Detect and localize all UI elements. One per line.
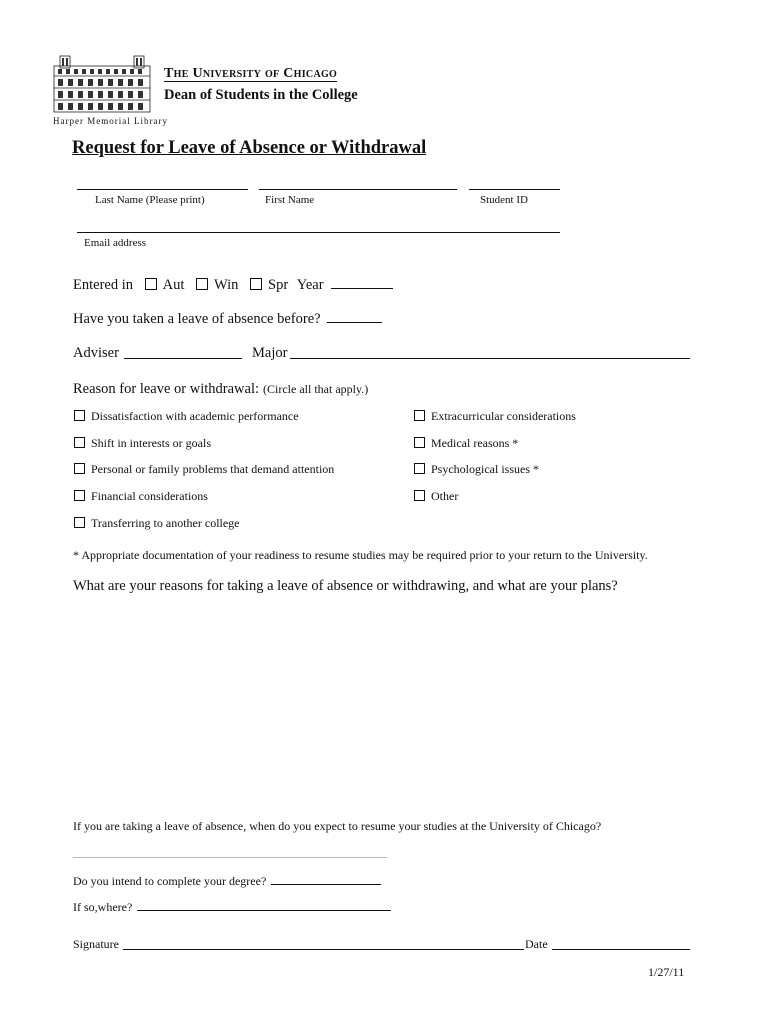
reason-option-label: Medical reasons *	[431, 436, 519, 450]
reason-option[interactable]	[414, 409, 576, 424]
previous-leave-question: Have you taken a leave of absence before?	[73, 311, 321, 327]
reason-option-label: Shift in interests or goals	[91, 436, 211, 450]
first-name-field[interactable]	[259, 189, 457, 190]
checkbox[interactable]	[74, 490, 85, 501]
checkbox[interactable]	[74, 463, 85, 474]
previous-leave-row	[73, 310, 382, 328]
aut-label: Aut	[162, 277, 185, 293]
last-name-field[interactable]	[77, 189, 248, 190]
checkbox[interactable]	[74, 517, 85, 528]
adviser-field[interactable]	[124, 358, 242, 359]
major-field[interactable]	[290, 358, 690, 359]
year-field[interactable]	[331, 276, 393, 289]
email-label: Email address	[84, 237, 147, 249]
reason-option-label: Extracurricular considerations	[431, 409, 576, 423]
reason-label: Reason for leave or withdrawal:	[73, 381, 260, 397]
previous-leave-field[interactable]	[327, 310, 382, 323]
signature-field[interactable]	[123, 949, 524, 950]
signature-label: Signature	[73, 937, 119, 951]
checkbox[interactable]	[74, 437, 85, 448]
entered-row	[73, 276, 393, 294]
reason-option-label: Transferring to another college	[91, 516, 240, 530]
reason-heading	[73, 380, 368, 398]
reason-option[interactable]	[74, 409, 299, 424]
reason-option[interactable]	[74, 516, 240, 531]
checkbox[interactable]	[74, 410, 85, 421]
degree-field[interactable]	[271, 872, 381, 885]
adviser-label: Adviser	[73, 345, 119, 361]
harper-library-logo	[52, 52, 152, 114]
win-label: Win	[214, 277, 239, 293]
reason-option-label: Personal or family problems that demand attention	[91, 462, 335, 476]
checkbox[interactable]	[414, 437, 425, 448]
reason-option[interactable]	[74, 462, 334, 477]
university-name	[164, 66, 337, 82]
reason-hint: (Circle all that apply.)	[263, 382, 369, 396]
reason-option-label: Dissatisfaction with academic performance	[91, 409, 299, 423]
year-label: Year	[296, 277, 324, 293]
resume-question: If you are taking a leave of absence, when do you expect to resume your studies at the University of Chicago?	[73, 819, 602, 833]
entered-label: Entered in	[73, 277, 133, 293]
revision-date: 1/27/11	[648, 965, 685, 979]
plans-answer-area[interactable]	[73, 600, 693, 805]
last-name-label: Last Name (Please print)	[95, 194, 205, 206]
footnote: * Appropriate documentation of your readiness to resume studies may be required prior to your return to the University.	[73, 548, 648, 562]
plans-question: What are your reasons for taking a leave of absence or withdrawing, and what are your plans?	[73, 578, 618, 594]
student-id-field[interactable]	[469, 189, 560, 190]
first-name-label: First Name	[265, 194, 315, 206]
date-label: Date	[525, 937, 548, 951]
resume-field[interactable]	[73, 857, 387, 858]
form-title: Request for Leave of Absence or Withdrawal	[72, 138, 427, 158]
reason-option[interactable]	[414, 436, 518, 451]
degree-row	[73, 872, 381, 889]
where-row	[73, 898, 391, 915]
office-name: Dean of Students in the College	[164, 87, 358, 103]
reason-option[interactable]	[414, 489, 458, 504]
aut-checkbox[interactable]	[145, 278, 157, 290]
where-question: If so,where?	[73, 900, 133, 914]
major-label: Major	[252, 345, 288, 361]
date-field[interactable]	[552, 949, 690, 950]
where-field[interactable]	[137, 898, 391, 911]
degree-question: Do you intend to complete your degree?	[73, 874, 267, 888]
spr-label: Spr	[268, 277, 289, 293]
checkbox[interactable]	[414, 490, 425, 501]
reason-option-label: Psychological issues *	[431, 462, 539, 476]
win-checkbox[interactable]	[196, 278, 208, 290]
email-field[interactable]	[77, 232, 560, 233]
reason-option[interactable]	[74, 436, 211, 451]
reason-option-label: Other	[431, 489, 459, 503]
reason-option[interactable]	[74, 489, 208, 504]
spr-checkbox[interactable]	[250, 278, 262, 290]
checkbox[interactable]	[414, 463, 425, 474]
reason-option[interactable]	[414, 462, 539, 477]
university-name-text: The University of Chicago	[164, 66, 338, 81]
reason-option-label: Financial considerations	[91, 489, 208, 503]
student-id-label: Student ID	[480, 194, 528, 206]
logo-caption: Harper Memorial Library	[53, 116, 168, 126]
checkbox[interactable]	[414, 410, 425, 421]
